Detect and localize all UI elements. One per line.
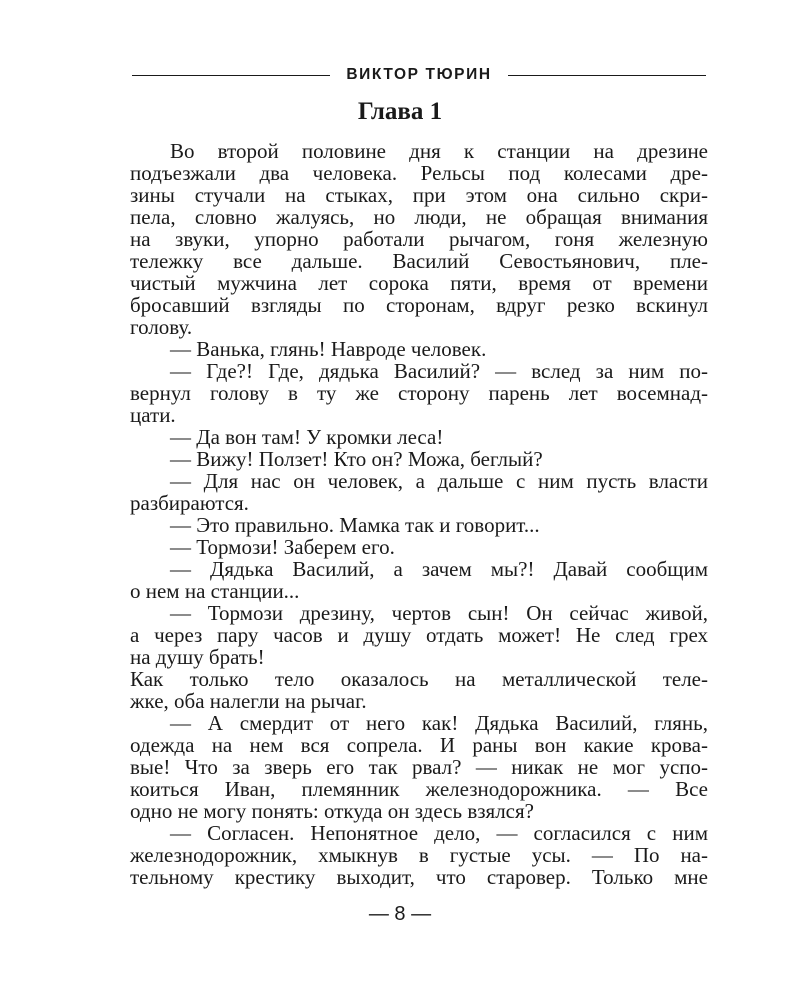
body-text [130,140,708,888]
text-line: зины стучали на стыках, при этом она сильно скри- [130,183,708,207]
text-line: — Ванька, глянь! Навроде человек. [170,337,487,361]
text-line: на звуки, упорно работали рычагом, гоня железную [130,227,708,251]
text-line: жке, оба налегли на рычаг. [130,689,367,713]
text-line: пела, словно жалуясь, но люди, не обращая внимания [130,205,708,229]
text-line: разбираются. [130,491,249,515]
text-line: тележку все дальше. Василий Севостьянович, пле- [130,249,708,273]
text-line: Во второй половине дня к станции на дрезине [170,139,708,163]
text-line: о нем на станции... [130,579,300,603]
text-line: — Для нас он человек, а дальше с ним пусть власти [170,469,708,493]
text-line: — Согласен. Непонятное дело, — согласился с ним [170,821,708,845]
text-line: — Где?! Где, дядька Василий? — вслед за ним по- [170,359,708,383]
text-line: — Тормози! Заберем его. [170,535,395,559]
text-line: — Дядька Василий, а зачем мы?! Давай сообщим [170,557,708,581]
text-line: одежда на нем вся сопрела. И раны вон какие крова- [130,733,708,757]
text-line: подъезжали два человека. Рельсы под колесами дре- [130,161,708,185]
running-head-author: ВИКТОР ТЮРИН [346,66,492,83]
text-line: на душу брать! [130,645,265,669]
page-number: — 8 — [368,903,432,925]
text-line: чистый мужчина лет сорока пяти, время от времени [130,271,708,295]
text-line: — А смердит от него как! Дядька Василий, глянь, [170,711,708,735]
text-line: железнодорожник, хмыкнув в густые усы. — По на- [130,843,708,867]
text-line: — Это правильно. Мамка так и говорит... [170,513,540,537]
text-line: цати. [130,403,176,427]
text-line: тельному крестику выходит, что старовер. Только мне [130,865,708,889]
text-line: коиться Иван, племянник железнодорожника. — Все [130,777,708,801]
chapter-title: Глава 1 [357,98,443,125]
header-rule-right [508,75,706,76]
text-line: Как только тело оказалось на металлической теле- [130,667,708,691]
header-rule-left [132,75,330,76]
text-line: — Вижу! Ползет! Кто он? Можа, беглый? [170,447,543,471]
text-line: — Да вон там! У кромки леса! [170,425,444,449]
running-head [132,66,706,84]
text-line: одно не могу понять: откуда он здесь взялся? [130,799,534,823]
text-line: голову. [130,315,193,339]
text-line: вернул голову в ту же сторону парень лет восемнад- [130,381,708,405]
text-line: бросавший взгляды по сторонам, вдруг резко вскинул [130,293,708,317]
text-line: вые! Что за зверь его так рвал? — никак не мог успо- [130,755,708,779]
text-line: а через пару часов и душу отдать может! Не след грех [130,623,708,647]
text-line: — Тормози дрезину, чертов сын! Он сейчас живой, [170,601,708,625]
